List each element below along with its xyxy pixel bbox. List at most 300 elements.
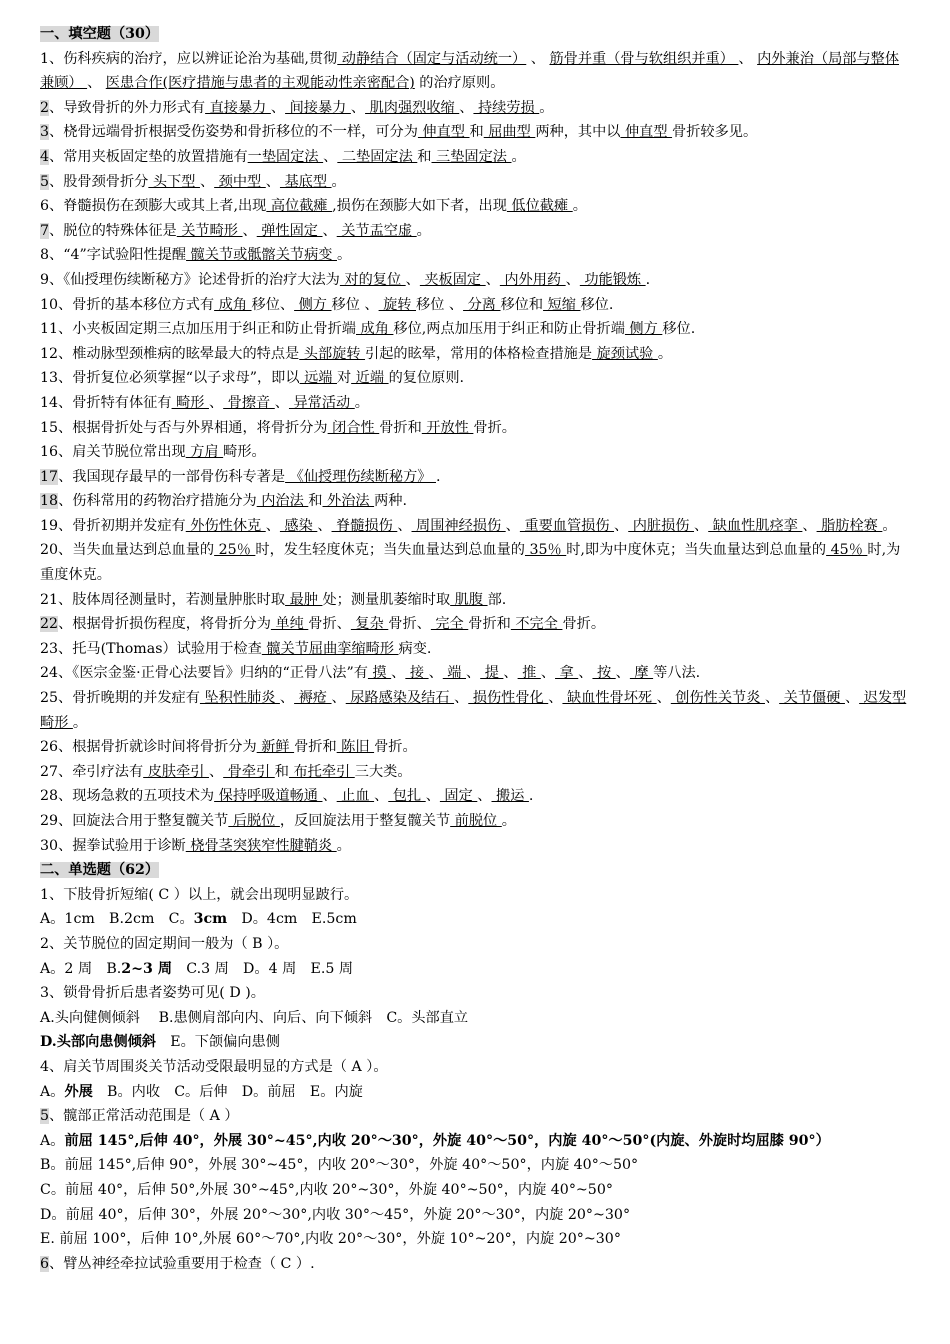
question-text: E。下颌偏向患侧 xyxy=(156,1034,280,1051)
correct-answer: 2~3 周 xyxy=(121,960,173,977)
question-text: ，反回旋法用于整复髋关节 xyxy=(279,813,451,829)
answer-blank: 夹板固定 xyxy=(419,271,486,288)
fill-blank-question xyxy=(40,293,912,318)
answer-blank: 拿 xyxy=(555,665,579,682)
question-text: 引起的眩晕，常用的体格检查措施是 xyxy=(365,345,593,362)
question-text: 、 xyxy=(265,517,280,534)
answer-blank: 端 xyxy=(442,665,466,682)
question-text: 、根据骨折损伤程度，将骨折分为 xyxy=(58,616,271,633)
question-text: 、 xyxy=(208,763,224,780)
choice-question-line xyxy=(40,1203,912,1228)
question-text: 、 xyxy=(323,148,338,165)
answer-blank: 畸形 xyxy=(171,394,209,411)
answer-blank: 成角 xyxy=(356,321,394,338)
fill-blank-question xyxy=(40,219,912,244)
answer-blank: 分离 xyxy=(463,296,501,313)
question-text: 、 xyxy=(615,665,630,682)
answer-blank: 最肿 xyxy=(285,591,323,608)
answer-blank: 侧方 xyxy=(294,296,332,313)
question-text: 。 xyxy=(416,222,431,239)
question-text: 、 xyxy=(397,517,412,534)
question-text: 。 xyxy=(501,813,516,829)
question-number: 6 xyxy=(40,1255,50,1272)
answer-blank: 髋关节或骶髂关节病变 xyxy=(186,247,337,264)
question-text: 26、根据骨折就诊时间将骨折分为 xyxy=(40,739,257,756)
question-text: 、 xyxy=(199,173,215,190)
question-text: 时，发生轻度休克；当失血量达到总血量的 xyxy=(255,542,525,559)
question-text: 移位和 xyxy=(500,296,544,313)
answer-blank: 髋关节屈曲挛缩畸形 xyxy=(261,640,399,657)
fill-blank-question xyxy=(40,538,912,587)
answer-blank: 基底型 xyxy=(279,173,332,190)
question-text: 、 xyxy=(548,690,563,707)
fill-in-blank-section xyxy=(40,47,912,859)
question-text: B。前屈 145°,后伸 90°，外展 30°~45°，内收 20°～30°，外旋 40°～50°，内旋 40°～50° xyxy=(40,1157,639,1174)
question-text: 3、锁骨骨折后患者姿势可见( D )。 xyxy=(40,985,265,1002)
answer-blank: 关节僵硬 xyxy=(779,690,845,707)
question-text: 16、肩关节脱位常出现 xyxy=(40,444,186,461)
answer-blank: 低位截瘫 xyxy=(506,198,573,215)
answer-blank: 摩 xyxy=(629,665,654,682)
question-number: 5 xyxy=(40,1108,50,1125)
answer-blank: 尿路感染及结石 xyxy=(345,690,455,707)
question-text: 、我国现存最早的一部骨伤科专著是 xyxy=(58,468,286,485)
answer-blank: 35％ xyxy=(524,542,567,559)
answer-blank: 动静结合（固定与活动统一） xyxy=(337,50,527,67)
choice-question-line xyxy=(40,1227,912,1252)
question-text: 移位,两点加压用于纠正和防止骨折端 xyxy=(393,321,625,338)
question-text: . xyxy=(528,788,534,805)
answer-blank: 25％ xyxy=(214,542,256,559)
question-number: 4 xyxy=(40,148,50,165)
answer-blank: 闭合性 xyxy=(327,419,380,436)
answer-blank: 弹性固定 xyxy=(256,222,323,239)
answer-blank: 伸直型 xyxy=(417,124,470,141)
fill-blank-question xyxy=(40,416,912,441)
question-text: 10、骨折的基本移位方式有 xyxy=(40,296,215,313)
question-text: 25、骨折晚期的并发症有 xyxy=(40,690,200,707)
question-text: E. 前屈 100°，后伸 10°,外展 60°～70°,内收 20°～30°，外旋 10°~20°，内旋 20°~30° xyxy=(40,1231,621,1248)
fill-blank-question xyxy=(40,760,912,785)
answer-blank: 内外兼治（局部与整体兼顾） xyxy=(40,50,900,92)
answer-blank: 前脱位 xyxy=(450,813,502,829)
question-text: D。前屈 40°，后伸 30°，外展 20°～30°,内收 30°～45°，外旋 20°～30°，内旋 20°~30° xyxy=(40,1206,631,1223)
fill-blank-question xyxy=(40,809,912,834)
answer-blank: 脂肪栓赛 xyxy=(816,517,883,534)
single-choice-section xyxy=(40,883,912,1277)
question-text: 、 xyxy=(505,517,520,534)
question-text: 、 xyxy=(274,394,289,411)
fill-blank-question xyxy=(40,514,912,539)
answer-blank: 45％ xyxy=(826,542,868,559)
fill-blank-question xyxy=(40,465,912,490)
question-text: 骨折、 xyxy=(388,616,431,633)
question-text: 24、《医宗金鉴·正骨心法要旨》归纳的“正骨八法”有 xyxy=(40,665,368,682)
question-text: 病变. xyxy=(398,640,432,657)
answer-blank: 按 xyxy=(592,665,616,682)
question-text: 30、握拳试验用于诊断 xyxy=(40,837,186,854)
question-text: 移位. xyxy=(662,321,696,338)
question-text: C。前屈 40°，后伸 50°,外展 30°~45°,内收 20°~30°，外旋 40°~50°，内旋 40°~50° xyxy=(40,1181,613,1198)
fill-blank-question xyxy=(40,440,912,465)
question-text: 1、下肢骨折短缩( C ）以上，就会出现明显跛行。 xyxy=(40,886,359,903)
answer-blank: 摸 xyxy=(367,665,392,682)
answer-blank: 筋骨并重（骨与软组织并重） xyxy=(549,50,739,67)
question-text: 和 xyxy=(308,493,323,510)
question-text: 8、“4”字试验阳性提醒 xyxy=(40,247,187,264)
question-text: 时,即为中度休克；当失血量达到总血量的 xyxy=(566,542,827,559)
question-text: 移位. xyxy=(580,296,614,313)
fill-blank-question xyxy=(40,317,912,342)
question-text: . xyxy=(645,271,651,288)
question-text: 28、现场急救的五项技术为 xyxy=(40,788,215,805)
question-text: 、 xyxy=(485,271,500,288)
question-text: 19、骨折初期并发症有 xyxy=(40,517,186,534)
question-text: 、 xyxy=(208,394,224,411)
question-text: B。内收 C。后伸 D。前屈 E。内旋 xyxy=(92,1083,363,1100)
question-text: 12、椎动脉型颈椎病的眩晕最大的特点是 xyxy=(40,345,300,362)
fill-blank-question xyxy=(40,637,912,662)
question-text: 的治疗原则。 xyxy=(414,75,505,92)
answer-blank: 三垫固定法 xyxy=(431,148,512,165)
choice-question-line xyxy=(40,1030,912,1055)
answer-blank: 成角 xyxy=(214,296,252,313)
fill-blank-question xyxy=(40,243,912,268)
question-text: 、 xyxy=(764,690,780,707)
answer-blank: 缺血性肌痉挛 xyxy=(708,517,803,534)
fill-blank-question xyxy=(40,391,912,416)
question-text: 和 xyxy=(274,763,289,780)
answer-blank: 内治法 xyxy=(256,493,309,510)
question-text: 、 xyxy=(614,517,629,534)
question-text: 、股骨颈骨折分 xyxy=(49,173,149,190)
question-text: 。 xyxy=(331,173,346,190)
question-text: 、臂丛神经牵拉试验重要用于检查（ C ）. xyxy=(49,1255,315,1272)
question-text: . xyxy=(435,468,441,485)
choice-question-line xyxy=(40,981,912,1006)
answer-blank: 包扎 xyxy=(388,788,426,805)
correct-answer: D.头部向患侧倾斜 xyxy=(40,1034,157,1051)
answer-blank: 坠积性肺炎 xyxy=(199,690,280,707)
question-text: 4、肩关节周围炎关节活动受限最明显的方式是（ A ）。 xyxy=(40,1058,388,1075)
answer-blank: 止血 xyxy=(336,788,375,805)
question-text: 27、牵引疗法有 xyxy=(40,763,144,780)
answer-blank: 异常活动 xyxy=(288,394,355,411)
answer-blank: 二垫固定法 xyxy=(337,148,418,165)
fill-blank-question xyxy=(40,170,912,195)
answer-blank: 固定 xyxy=(439,788,478,805)
fill-blank-question xyxy=(40,96,912,121)
question-text: 、 xyxy=(503,665,518,682)
question-text: 。 xyxy=(72,714,88,731)
answer-blank: 头部旋转 xyxy=(299,345,366,362)
answer-blank: 肌腹 xyxy=(450,591,488,608)
question-text: 、 xyxy=(322,788,337,805)
question-text: 、 xyxy=(465,665,481,682)
fill-blank-question xyxy=(40,120,912,145)
document-page xyxy=(40,22,912,1276)
question-text: 、 xyxy=(350,99,366,116)
section-heading xyxy=(40,858,912,883)
question-text: 、 xyxy=(578,665,593,682)
answer-blank: 方肩 xyxy=(185,444,224,461)
question-text: 、 xyxy=(374,788,389,805)
correct-answer: 外展 xyxy=(64,1083,93,1100)
question-text: 对 xyxy=(336,370,352,387)
question-text: 1、伤科疾病的治疗，应以辨证论治为基础,贯彻 xyxy=(40,50,338,67)
choice-question-line xyxy=(40,957,912,982)
question-text: 时,为重度休克。 xyxy=(40,542,901,584)
section-title: 一、填空题（30） xyxy=(40,26,160,42)
choice-question-line xyxy=(40,907,912,932)
question-text: 、常用夹板固定垫的放置措施有 xyxy=(49,148,248,165)
choice-question-line xyxy=(40,1178,912,1203)
fill-blank-question xyxy=(40,145,912,170)
choice-question-line xyxy=(40,932,912,957)
question-text: 畸形。 xyxy=(223,444,266,461)
correct-answer: 3cm xyxy=(193,911,228,928)
choice-question-line xyxy=(40,883,912,908)
answer-blank: 后脱位 xyxy=(228,813,280,829)
answer-blank: 关节畸形 xyxy=(176,222,243,239)
question-text: 、导致骨折的外力形式有 xyxy=(49,99,206,116)
question-text: 骨折、 xyxy=(308,616,351,633)
question-text: A。 xyxy=(40,1083,65,1100)
question-text: 。 xyxy=(336,837,351,854)
answer-blank: 单纯 xyxy=(270,616,309,633)
question-number: 3 xyxy=(40,124,50,141)
answer-blank: 缺血性骨坏死 xyxy=(562,690,657,707)
fill-blank-question xyxy=(40,834,912,859)
question-text: 移位、 xyxy=(251,296,295,313)
answer-blank: 功能锻炼 xyxy=(579,271,646,288)
question-text: 、 xyxy=(738,50,758,67)
question-number: 2 xyxy=(40,99,50,116)
answer-blank: 骨擦音 xyxy=(223,394,275,411)
question-text: 的复位原则. xyxy=(388,370,465,387)
question-text: 骨折和 xyxy=(379,419,422,436)
question-text: 、 xyxy=(540,665,556,682)
answer-blank: 高位截瘫 xyxy=(266,198,333,215)
question-text: 、 xyxy=(694,517,709,534)
answer-blank: 新鲜 xyxy=(256,739,295,756)
question-text: 部. xyxy=(487,591,507,608)
question-text: 骨折。 xyxy=(562,616,606,633)
answer-blank: 旋颈试验 xyxy=(592,345,658,362)
answer-blank: 陈旧 xyxy=(336,739,375,756)
answer-blank: 对的复位 xyxy=(339,271,406,288)
fill-blank-question xyxy=(40,588,912,613)
question-text: 、 xyxy=(331,690,346,707)
answer-blank: 褥疮 xyxy=(294,690,332,707)
question-text: D。4cm E.5cm xyxy=(227,911,357,928)
answer-blank: 肌肉强烈收缩 xyxy=(365,99,460,116)
question-text: 14、骨折特有体征有 xyxy=(40,394,172,411)
question-text: 20、当失血量达到总血量的 xyxy=(40,542,215,559)
answer-blank: 旋转 xyxy=(378,296,416,313)
fill-blank-question xyxy=(40,489,912,514)
question-text: 。 xyxy=(511,148,526,165)
choice-question-line xyxy=(40,1006,912,1031)
question-text: 、脱位的特殊体征是 xyxy=(49,222,177,239)
question-text: 、 xyxy=(242,222,257,239)
choice-question-line xyxy=(40,1153,912,1178)
question-text: 等八法. xyxy=(653,665,701,682)
question-text: 、髋部正常活动范围是（ A ） xyxy=(49,1108,239,1125)
answer-blank: 间接暴力 xyxy=(285,99,351,116)
answer-blank: 感染 xyxy=(279,517,318,534)
fill-blank-question xyxy=(40,47,912,96)
correct-answer: 前屈 145°,后伸 40°，外展 30°~45°,内收 20°～30°，外旋 40°～50°，内旋 40°～50°(内旋、外旋时均屈膝 90°） xyxy=(64,1132,830,1149)
question-text: 处；测量肌萎缩时取 xyxy=(322,591,451,608)
answer-blank: 创伤性关节炎 xyxy=(670,690,765,707)
answer-blank: 搬运 xyxy=(491,788,529,805)
question-number: 18 xyxy=(40,493,59,510)
question-text: 三大类。 xyxy=(354,763,412,780)
answer-blank: 近端 xyxy=(351,370,389,387)
question-text: 、伤科常用的药物治疗措施分为 xyxy=(58,493,257,510)
answer-blank: 开放性 xyxy=(421,419,474,436)
answer-blank: 骨牵引 xyxy=(223,763,275,780)
answer-blank: 提 xyxy=(480,665,504,682)
question-text: 23、托马(Thomas）试验用于检查 xyxy=(40,640,262,657)
question-text: 、 xyxy=(322,222,337,239)
question-text: 、 xyxy=(656,690,671,707)
question-text: ,损伤在颈膨大如下者，出现 xyxy=(332,198,507,215)
answer-blank: 外伤性休克 xyxy=(185,517,266,534)
question-number: 5 xyxy=(40,173,50,190)
answer-blank: 皮肤牵引 xyxy=(143,763,209,780)
question-text: 9、《仙授理伤续断秘方》论述骨折的治疗大法为 xyxy=(40,271,340,288)
choice-question-line xyxy=(40,1055,912,1080)
question-text: 、 xyxy=(844,690,860,707)
question-text: 2、关节脱位的固定期间一般为（ B ）。 xyxy=(40,935,289,952)
question-text: 。 xyxy=(572,198,587,215)
fill-blank-question xyxy=(40,612,912,637)
fill-blank-question xyxy=(40,735,912,760)
answer-blank: 迟发型畸形 xyxy=(40,690,907,731)
question-text: 两种. xyxy=(374,493,407,510)
fill-blank-question xyxy=(40,661,912,686)
question-text: 21、肢体周径测量时，若测量肿胀时取 xyxy=(40,591,286,608)
question-text: 、 xyxy=(279,690,295,707)
section-heading xyxy=(40,22,912,47)
answer-blank: 短缩 xyxy=(543,296,581,313)
answer-blank: 头下型 xyxy=(148,173,200,190)
answer-blank: 推 xyxy=(517,665,541,682)
answer-blank: 重要血管损伤 xyxy=(519,517,615,534)
fill-blank-question xyxy=(40,366,912,391)
question-text: 、 xyxy=(428,665,443,682)
question-text: A。 xyxy=(40,1132,65,1149)
answer-blank: 侧方 xyxy=(624,321,663,338)
choice-question-line xyxy=(40,1080,912,1105)
question-text: 、 xyxy=(425,788,440,805)
question-text: 、 xyxy=(87,75,106,92)
question-text: 、桡骨远端骨折根据受伤姿势和骨折移位的不一样，可分为 xyxy=(49,124,418,141)
question-text: 、 xyxy=(391,665,406,682)
question-text: 。 xyxy=(882,517,897,534)
question-text: A。1cm B.2cm C。 xyxy=(40,911,194,928)
question-text: 、 xyxy=(454,690,469,707)
answer-blank: 颈中型 xyxy=(214,173,266,190)
question-text: 、 xyxy=(265,173,280,190)
answer-blank: 《仙授理伤续断秘方》 xyxy=(285,468,436,485)
question-text: A.头向健侧倾斜 B.患侧肩部向内、向后、向下倾斜 C。头部直立 xyxy=(40,1009,469,1026)
fill-blank-question xyxy=(40,268,912,293)
question-text: 11、小夹板固定期三点加压用于纠正和防止骨折端 xyxy=(40,321,356,338)
question-text: 骨折。 xyxy=(374,739,417,756)
question-text: 和 xyxy=(417,148,432,165)
section-title: 二、单选题（62） xyxy=(40,862,160,879)
answer-blank: 复杂 xyxy=(350,616,389,633)
question-text: 、 xyxy=(802,517,817,534)
answer-blank: 保持呼吸道畅通 xyxy=(214,788,323,805)
fill-blank-question xyxy=(40,342,912,367)
answer-blank: 远端 xyxy=(299,370,337,387)
question-number: 22 xyxy=(40,616,59,633)
answer-blank: 周围神经损伤 xyxy=(411,517,506,534)
answer-blank: 完全 xyxy=(430,616,469,633)
question-text: 骨折和 xyxy=(294,739,337,756)
question-text: 两种，其中以 xyxy=(535,124,621,141)
answer-blank: 医患合作(医疗措施与患者的主观能动性亲密配合) xyxy=(105,75,415,92)
answer-blank: 内外用药 xyxy=(499,271,566,288)
answer-blank: 一垫固定法 xyxy=(247,148,324,165)
answer-blank: 关节盂空虚 xyxy=(336,222,417,239)
choice-question-line xyxy=(40,1104,912,1129)
question-text: 骨折和 xyxy=(468,616,511,633)
fill-blank-question xyxy=(40,784,912,809)
choice-question-line xyxy=(40,1129,912,1154)
question-text: 29、回旋法合用于整复髋关节 xyxy=(40,813,229,829)
question-text: 移位 、 xyxy=(331,296,379,313)
question-text: 、 xyxy=(405,271,420,288)
question-text: A。2 周 B. xyxy=(40,960,122,977)
answer-blank: 布托牵引 xyxy=(288,763,355,780)
question-text: 、 xyxy=(459,99,474,116)
question-text: 。 xyxy=(539,99,554,116)
question-text: 13、骨折复位必须掌握“以子求母”，即以 xyxy=(40,370,300,387)
question-text: 6、脊髓损伤在颈膨大或其上者,出现 xyxy=(40,198,267,215)
question-text: 、 xyxy=(270,99,286,116)
answer-blank: 伸直型 xyxy=(620,124,673,141)
question-text: 骨折较多见。 xyxy=(672,124,758,141)
question-text: C.3 周 D。4 周 E.5 周 xyxy=(172,960,354,977)
answer-blank: 屈曲型 xyxy=(483,124,536,141)
question-text: 、 xyxy=(317,517,332,534)
answer-blank: 直接暴力 xyxy=(205,99,271,116)
question-text: 。 xyxy=(657,345,673,362)
question-text: 、 xyxy=(565,271,580,288)
fill-blank-question xyxy=(40,194,912,219)
question-number: 7 xyxy=(40,222,50,239)
question-text: 移位 、 xyxy=(416,296,464,313)
question-number: 17 xyxy=(40,468,59,485)
answer-blank: 持续劳损 xyxy=(473,99,540,116)
question-text: 、 xyxy=(477,788,492,805)
question-text: 和 xyxy=(469,124,484,141)
question-text: 骨折。 xyxy=(473,419,516,436)
answer-blank: 脊髓损伤 xyxy=(331,517,398,534)
answer-blank: 外治法 xyxy=(322,493,375,510)
question-text: 15、根据骨折处与否与外界相通，将骨折分为 xyxy=(40,419,328,436)
answer-blank: 桡骨茎突狭窄性腱鞘炎 xyxy=(185,837,337,854)
question-text: 。 xyxy=(336,247,352,264)
question-text: 、 xyxy=(526,50,550,67)
choice-question-line xyxy=(40,1252,912,1277)
answer-blank: 损伤性骨化 xyxy=(468,690,549,707)
